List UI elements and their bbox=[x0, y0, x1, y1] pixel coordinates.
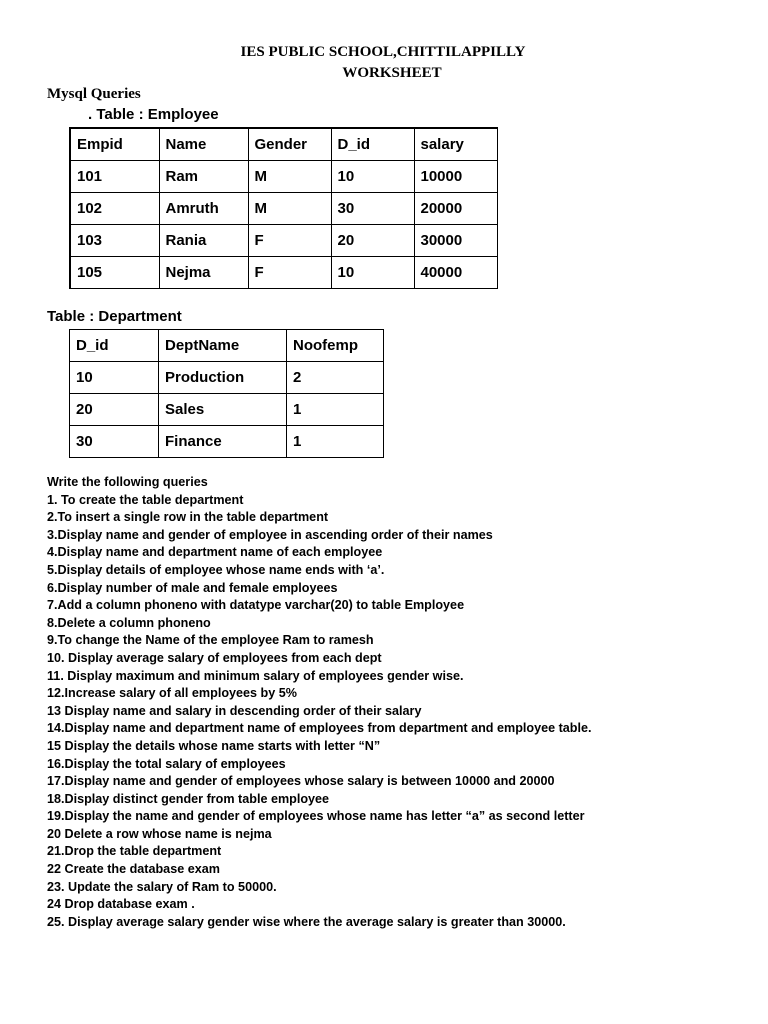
question-item: 16.Display the total salary of employees bbox=[47, 756, 286, 771]
employee-table-cell: 20000 bbox=[414, 192, 497, 224]
employee-table-cell: M bbox=[248, 192, 331, 224]
question-item: 22 Create the database exam bbox=[47, 862, 220, 877]
department-table-cell: 2 bbox=[287, 362, 384, 394]
employee-table-cell: 103 bbox=[70, 224, 159, 256]
question-item: 13 Display name and salary in descending order of their salary bbox=[47, 703, 422, 718]
question-item: 3.Display name and gender of employee in ascending order of their names bbox=[47, 527, 493, 542]
question-item: 2.To insert a single row in the table department bbox=[47, 510, 329, 525]
employee-table-cell: 10000 bbox=[414, 160, 497, 192]
employee-table-cell: 102 bbox=[70, 192, 159, 224]
question-item: 1. To create the table department bbox=[47, 492, 244, 507]
question-item: 17.Display name and gender of employees whose salary is between 10000 and 20000 bbox=[47, 774, 555, 789]
employee-table-cell: Amruth bbox=[159, 192, 248, 224]
department-table-cell: 1 bbox=[287, 426, 384, 458]
question-intro: Write the following queries bbox=[47, 475, 208, 489]
employee-table-row bbox=[70, 224, 497, 256]
section-heading: Mysql Queries bbox=[47, 86, 141, 102]
department-table-cell: Sales bbox=[159, 394, 287, 426]
employee-table-cell: 101 bbox=[70, 160, 159, 192]
question-item: 6.Display number of male and female employees bbox=[47, 580, 338, 595]
question-item: 14.Display name and department name of employees from department and employee table. bbox=[47, 721, 592, 736]
employee-table-cell: Ram bbox=[159, 160, 248, 192]
employee-table-cell: Nejma bbox=[159, 256, 248, 288]
employee-table-cell: 30000 bbox=[414, 224, 497, 256]
worksheet-title: WORKSHEET bbox=[342, 65, 442, 81]
department-table-header-cell: D_id bbox=[70, 330, 159, 362]
question-item: 21.Drop the table department bbox=[47, 844, 222, 859]
department-table-row bbox=[70, 394, 384, 426]
department-table-caption: Table : Department bbox=[47, 308, 182, 325]
question-item: 19.Display the name and gender of employees whose name has letter “a” as second letter bbox=[47, 809, 585, 824]
question-item: 8.Delete a column phoneno bbox=[47, 615, 211, 630]
department-table-cell: 1 bbox=[287, 394, 384, 426]
question-item: 15 Display the details whose name starts with letter “N” bbox=[47, 738, 381, 753]
employee-table-row bbox=[70, 256, 497, 288]
employee-table-cell: F bbox=[248, 224, 331, 256]
question-item: 7.Add a column phoneno with datatype varchar(20) to table Employee bbox=[47, 598, 465, 613]
employee-table-cell: 30 bbox=[331, 192, 414, 224]
employee-table-cell: 20 bbox=[331, 224, 414, 256]
employee-table-header-cell: D_id bbox=[331, 128, 414, 160]
department-table-row bbox=[70, 426, 384, 458]
department-table-cell: 20 bbox=[70, 394, 159, 426]
question-item: 12.Increase salary of all employees by 5% bbox=[47, 686, 297, 701]
department-table-cell: Finance bbox=[159, 426, 287, 458]
employee-table-header-cell: salary bbox=[414, 128, 497, 160]
employee-table bbox=[69, 127, 498, 289]
employee-table-header-cell: Name bbox=[159, 128, 248, 160]
employee-table-caption: . Table : Employee bbox=[88, 106, 219, 123]
employee-table-cell: Rania bbox=[159, 224, 248, 256]
question-list bbox=[47, 474, 762, 931]
employee-table-header-cell: Empid bbox=[70, 128, 159, 160]
question-item: 23. Update the salary of Ram to 50000. bbox=[47, 879, 277, 894]
employee-table-cell: F bbox=[248, 256, 331, 288]
department-table-header-cell: Noofemp bbox=[287, 330, 384, 362]
department-table-header-cell: DeptName bbox=[159, 330, 287, 362]
question-item: 10. Display average salary of employees from each dept bbox=[47, 650, 382, 665]
employee-table-cell: 40000 bbox=[414, 256, 497, 288]
employee-table-row bbox=[70, 192, 497, 224]
question-item: 9.To change the Name of the employee Ram to ramesh bbox=[47, 633, 374, 648]
question-item: 11. Display maximum and minimum salary of employees gender wise. bbox=[47, 668, 464, 683]
department-table-header-row bbox=[70, 330, 384, 362]
employee-table-header-cell: Gender bbox=[248, 128, 331, 160]
department-table bbox=[69, 329, 384, 458]
question-item: 24 Drop database exam . bbox=[47, 897, 195, 912]
employee-table-cell: M bbox=[248, 160, 331, 192]
question-item: 4.Display name and department name of each employee bbox=[47, 545, 383, 560]
question-item: 18.Display distinct gender from table employee bbox=[47, 791, 330, 806]
employee-table-row bbox=[70, 160, 497, 192]
department-table-cell: 30 bbox=[70, 426, 159, 458]
question-item: 20 Delete a row whose name is nejma bbox=[47, 826, 272, 841]
employee-table-cell: 10 bbox=[331, 160, 414, 192]
question-item: 5.Display details of employee whose name ends with ‘a’. bbox=[47, 562, 385, 577]
department-table-row bbox=[70, 362, 384, 394]
employee-table-cell: 105 bbox=[70, 256, 159, 288]
question-item: 25. Display average salary gender wise where the average salary is greater than 30000. bbox=[47, 914, 566, 929]
employee-table-header-row bbox=[70, 128, 497, 160]
employee-table-cell: 10 bbox=[331, 256, 414, 288]
school-title: IES PUBLIC SCHOOL,CHITTILAPPILLY bbox=[240, 44, 526, 60]
department-table-cell: 10 bbox=[70, 362, 159, 394]
department-table-cell: Production bbox=[159, 362, 287, 394]
